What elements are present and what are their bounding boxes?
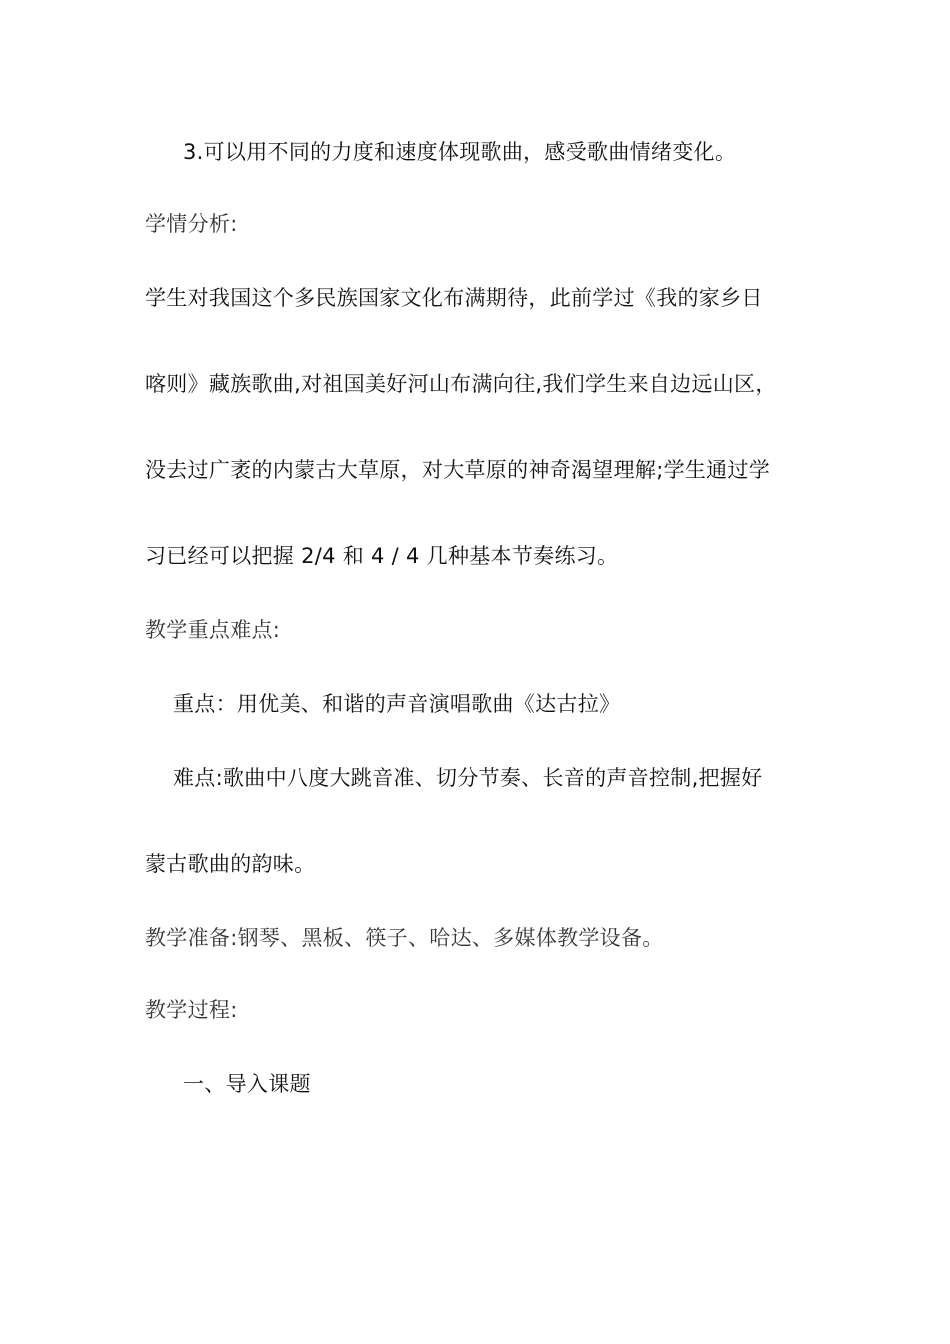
objective-3-text: 3.可以用不同的力度和速度体现歌曲，感受歌曲情绪变化。 (183, 140, 737, 164)
section-intro-title: 一、导入课题 (183, 1072, 311, 1096)
paragraph-line-2: 喀则》藏族歌曲,对祖国美好河山布满向往,我们学生来自边远山区， (145, 372, 777, 396)
paragraph-line-4: 习已经可以把握 2/4 和 4 / 4 几种基本节奏练习。 (145, 544, 619, 568)
heading-student-analysis: 学情分析: (145, 212, 238, 236)
heading-key-points: 教学重点难点: (145, 618, 281, 642)
difficulty-text-line-1: 难点:歌曲中八度大跳音准、切分节奏、长音的声音控制,把握好 (173, 766, 763, 790)
heading-teaching-process: 教学过程: (145, 998, 238, 1022)
paragraph-line-3: 没去过广袤的内蒙古大草原，对大草原的神奇渴望理解;学生通过学 (145, 458, 771, 482)
paragraph-line-1: 学生对我国这个多民族国家文化布满期待，此前学过《我的家乡日 (145, 286, 763, 310)
teaching-preparation-text: 教学准备:钢琴、黑板、筷子、哈达、多媒体教学设备。 (145, 926, 664, 950)
difficulty-text-line-2: 蒙古歌曲的韵味。 (145, 852, 316, 876)
key-point-text: 重点：用优美、和谐的声音演唱歌曲《达古拉》 (173, 692, 621, 716)
